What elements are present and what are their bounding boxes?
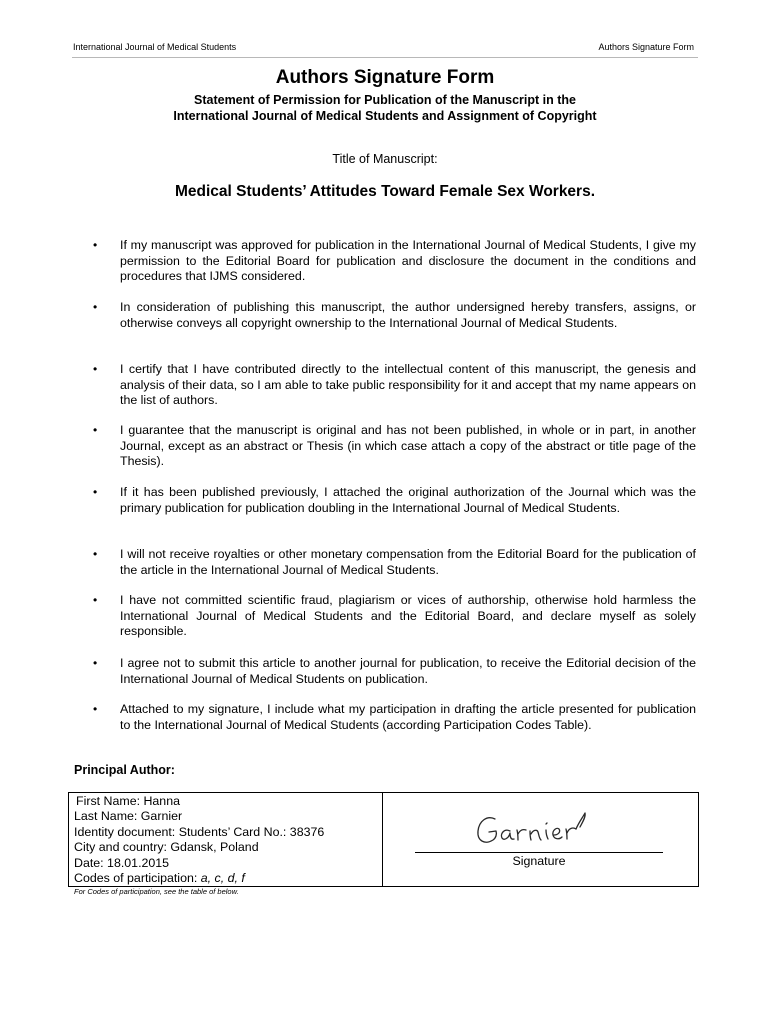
last-name-field: Last Name: Garnier [74,809,183,824]
first-name-text: First Name: Hanna [76,794,180,808]
subtitle-line-1: Statement of Permission for Publication of the Manuscript in the [194,93,576,107]
subtitle-line-2: International Journal of Medical Students and Assignment of Copyright [173,109,597,123]
statement-item: • I certify that I have contributed directly to the intellectual content of this manuscript, the genesis and analysis of their data, so I am able to take public responsibility for it and accept that my name appears on the list of authors. [93,362,696,423]
statement-item: • If it has been published previously, I attached the original authorization of the Journal which was the primary publication for publication doubling in the International Journal of Medical Students. [93,485,696,547]
participation-codes-label: Codes of participation: [74,871,198,886]
identity-document-field: Identity document: Students’ Card No.: 38376 [74,824,325,839]
statement-item: • I agree not to submit this article to another journal for publication, to receive the Editorial decision of the International Journal of Medical Students on publication. [93,656,696,702]
author-signature-table [68,792,699,887]
author-details-cell [69,793,383,886]
first-name-field [74,794,382,809]
participation-codes-value: a, c, d, f [200,871,245,886]
handwritten-signature [473,807,613,851]
statement-item: • I will not receive royalties or other monetary compensation from the Editorial Board for the publication of the article in the International Journal of Medical Students. [93,547,696,593]
statement-list [93,238,696,752]
header-divider [72,57,698,58]
statement-item: • If my manuscript was approved for publication in the International Journal of Medical Students, I give my permission to the Editorial Board for publication and disclosure the document in the conditions and procedures that IJMS considered. [93,238,696,300]
header-form-name: Authors Signature Form [598,42,694,52]
manuscript-title-label: Title of Manuscript: [332,152,438,166]
header-journal-name: International Journal of Medical Students [73,42,237,52]
signature-label: Signature [512,854,566,868]
statement-item: • Attached to my signature, I include what my participation in drafting the article presented for publication to the International Journal of Medical Students (according Participation Codes Table). [93,702,696,752]
principal-author-heading: Principal Author: [74,763,175,777]
participation-codes-footnote: For Codes of participation, see the table of below. [74,887,239,896]
form-subtitle [0,92,770,124]
statement-item: • I guarantee that the manuscript is original and has not been published, in whole or in part, in another Journal, except as an abstract or Thesis (in which case attach a copy of the abstract or title page of the Thesis). [93,423,696,485]
participation-codes-field [74,871,382,886]
manuscript-title: Medical Students’ Attitudes Toward Female Sex Workers. [174,183,596,200]
form-title: Authors Signature Form [275,67,495,88]
date-field: Date: 18.01.2015 [74,855,170,870]
city-country-field: City and country: Gdansk, Poland [74,840,259,855]
signature-line [415,852,663,853]
statement-item: • In consideration of publishing this manuscript, the author undersigned hereby transfers, assigns, or otherwise conveys all copyright ownership to the International Journal of Medical Students. [93,300,696,362]
signature-cell [383,793,698,886]
statement-item: • I have not committed scientific fraud, plagiarism or vices of authorship, otherwise hold harmless the International Journal of Medical Students and the Editorial Board, and declare myself as solely responsible. [93,593,696,656]
